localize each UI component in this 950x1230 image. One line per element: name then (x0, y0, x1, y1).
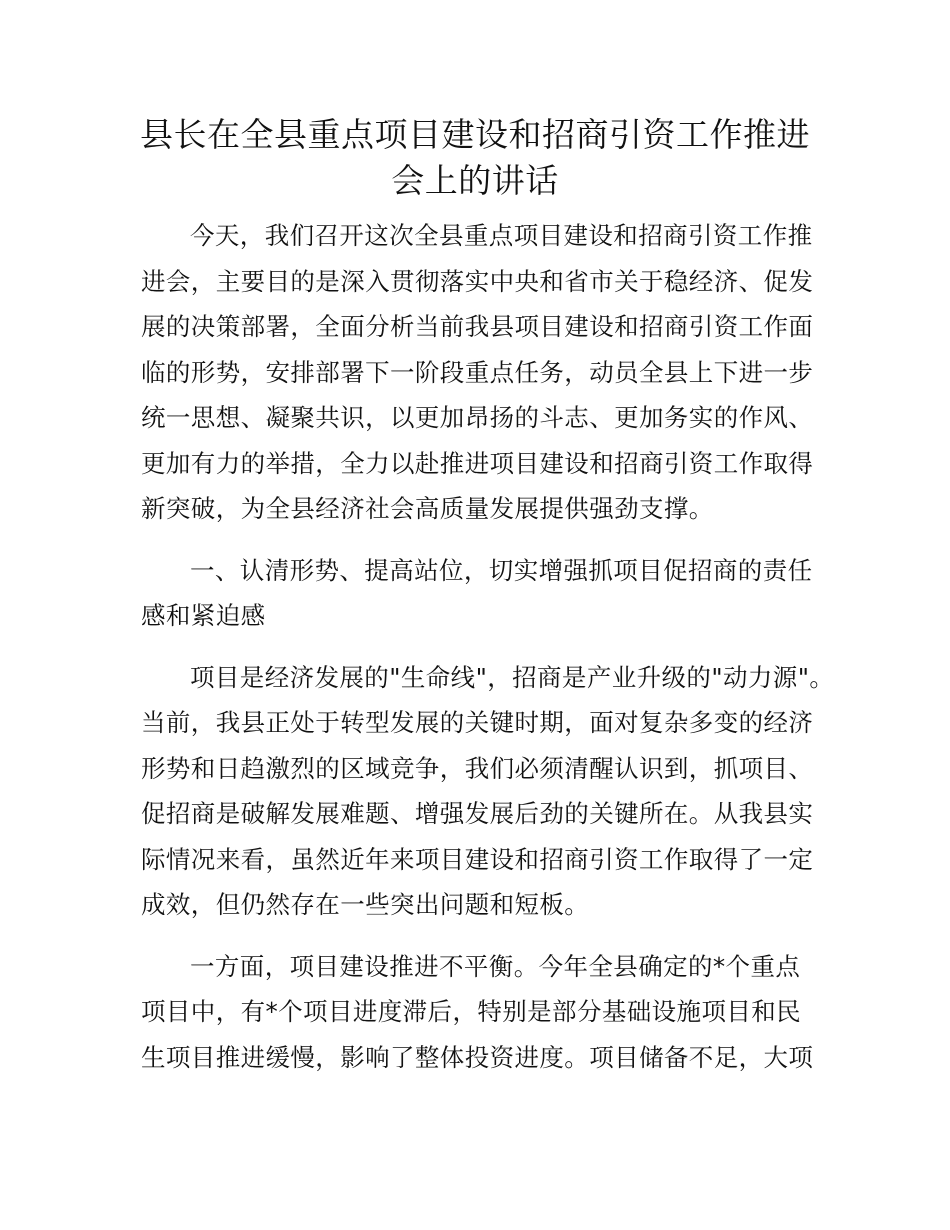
document-title (140, 112, 810, 204)
paragraph-line: 成效，但仍然存在一些突出问题和短板。 (141, 890, 590, 919)
paragraph-problems (141, 944, 813, 1081)
paragraph-line: 今天，我们召开这次全县重点项目建设和招商引资工作推 (190, 221, 813, 250)
heading-line: 一、认清形势、提高站位，切实增强抓项目促招商的责任 (190, 555, 813, 585)
paragraph-line: 际情况来看，虽然近年来项目建设和招商引资工作取得了一定 (141, 844, 814, 874)
paragraph-line: 进会，主要目的是深入贯彻落实中央和省市关于稳经济、促发 (141, 266, 814, 296)
paragraph-line: 统一思想、凝聚共识，以更加昂扬的斗志、更加务实的作风、 (141, 403, 814, 432)
title-line: 会上的讲话 (391, 161, 559, 200)
paragraph-line: 促招商是破解发展难题、增强发展后劲的关键所在。从我县实 (141, 799, 814, 828)
paragraph-line: 形势和日趋激烈的区域竞争，我们必须清醒认识到，抓项目、 (141, 753, 814, 783)
document-body (141, 213, 835, 1096)
paragraph-situation (141, 655, 835, 928)
paragraph-line: 更加有力的举措，全力以赴推进项目建设和招商引资工作取得 (141, 448, 814, 478)
section-heading (141, 548, 813, 639)
paragraph-line: 当前，我县正处于转型发展的关键时期，面对复杂多变的经济 (141, 708, 814, 737)
paragraph-line: 一方面，项目建设推进不平衡。今年全县确定的*个重点 (190, 951, 801, 981)
title-line: 县长在全县重点项目建设和招商引资工作推进 (140, 115, 810, 154)
heading-line: 感和紧迫感 (141, 601, 266, 630)
paragraph-line: 生项目推进缓慢，影响了整体投资进度。项目储备不足，大项 (141, 1042, 814, 1072)
paragraph-line: 新突破，为全县经济社会高质量发展提供强劲支撑。 (141, 494, 714, 523)
paragraph-line: 临的形势，安排部署下一阶段重点任务，动员全县上下进一步 (141, 357, 814, 387)
paragraph-line: 项目是经济发展的"生命线"，招商是产业升级的"动力源"。 (190, 662, 835, 692)
paragraph-line: 展的决策部署，全面分析当前我县项目建设和招商引资工作面 (141, 312, 814, 341)
paragraph-line: 项目中，有*个项目进度滞后，特别是部分基础设施项目和民 (141, 997, 802, 1026)
paragraph-opening (141, 213, 813, 532)
